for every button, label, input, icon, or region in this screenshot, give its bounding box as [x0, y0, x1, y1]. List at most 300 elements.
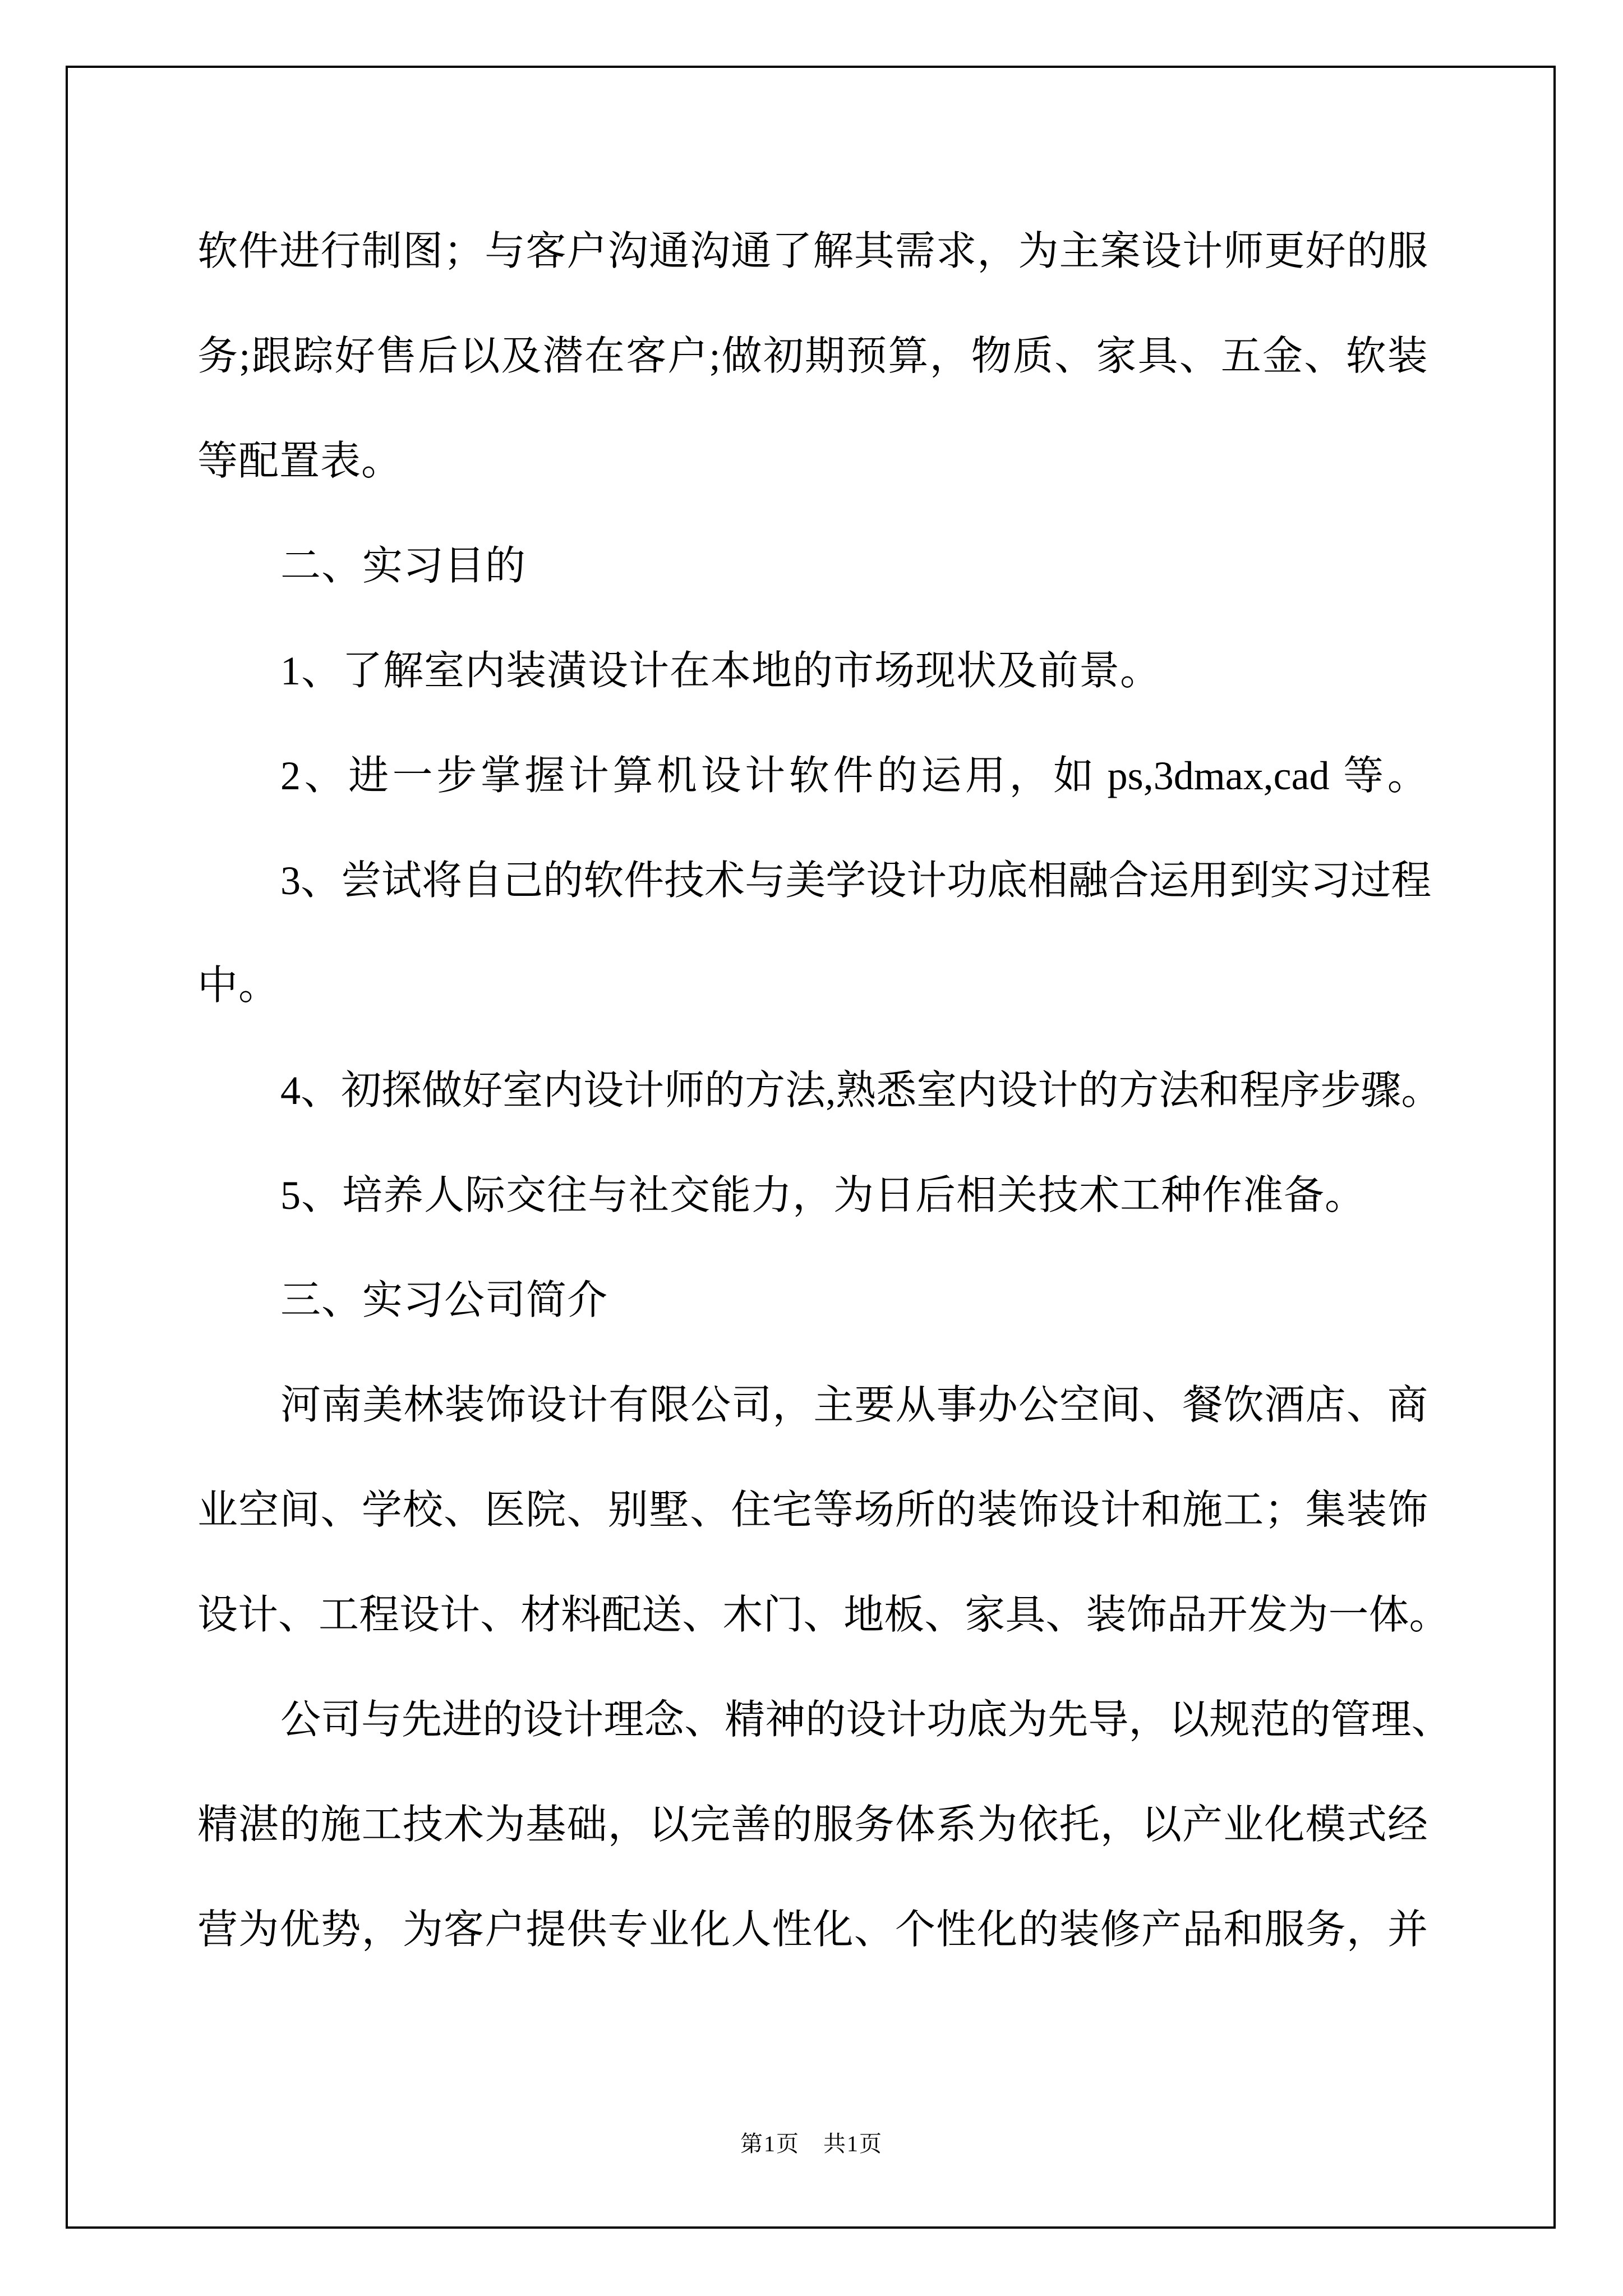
- text-unit: 、: [1346, 1382, 1387, 1428]
- text-unit: 一: [1328, 1592, 1369, 1637]
- text-unit: 自: [462, 858, 503, 903]
- text-unit: 后: [418, 333, 459, 379]
- text-unit: 配: [601, 1592, 642, 1637]
- text-unit: 、: [1045, 1592, 1086, 1637]
- text-unit: ，: [772, 1382, 813, 1428]
- text-unit: 跟: [251, 333, 292, 379]
- text-unit: 设: [1059, 1487, 1100, 1533]
- text-unit: 件: [238, 228, 279, 274]
- text-unit: 和: [1199, 1068, 1240, 1113]
- text-line: [197, 1667, 1452, 1772]
- text-unit: 有: [608, 1382, 649, 1428]
- text-line: [197, 1877, 1428, 1982]
- text-unit: 并: [1387, 1907, 1428, 1952]
- text-unit: 及: [501, 333, 542, 379]
- text-line: 1、了解室内装潢设计在本地的市场现状及前景。: [280, 648, 1161, 693]
- text-unit: 件: [624, 858, 665, 903]
- text-unit: 发: [1247, 1592, 1288, 1637]
- text-unit: 美: [362, 1382, 403, 1428]
- text-unit: 客: [626, 333, 667, 379]
- text-unit: 设: [197, 1592, 238, 1637]
- text-unit: 美: [785, 858, 826, 903]
- text-unit: 方: [745, 1068, 786, 1113]
- text-unit: 底: [987, 858, 1028, 903]
- text-unit: 内: [957, 1068, 998, 1113]
- text-unit: 一: [392, 753, 433, 798]
- text-unit: 装: [444, 1382, 485, 1428]
- text-unit: 、: [444, 1487, 485, 1533]
- text-unit: 地: [843, 1592, 884, 1637]
- text-unit: 掌: [480, 753, 521, 798]
- text-unit: 所: [895, 1487, 935, 1533]
- text-unit: 件: [833, 753, 874, 798]
- text-unit: ps,3dmax,cad: [1097, 753, 1340, 798]
- text-unit: 势: [320, 1907, 361, 1952]
- text-unit: 软: [789, 753, 829, 798]
- text-unit: ，: [1009, 753, 1050, 798]
- text-unit: 化: [977, 1907, 1018, 1952]
- text-unit: 物: [971, 333, 1012, 379]
- text-unit: 开: [1207, 1592, 1248, 1637]
- text-unit: 校: [402, 1487, 443, 1533]
- text-unit: ，: [1346, 1907, 1387, 1952]
- text-line: [197, 1038, 1442, 1143]
- text-unit: 、: [854, 1907, 895, 1952]
- text-unit: 金: [1262, 333, 1303, 379]
- text-unit: 了: [772, 228, 813, 274]
- text-unit: 、: [803, 1592, 844, 1637]
- text-unit: 间: [279, 1487, 320, 1533]
- text-unit: 、: [1141, 1382, 1182, 1428]
- text-unit: 2: [280, 753, 301, 798]
- text-unit: 程: [359, 1592, 400, 1637]
- text-unit: 初: [763, 333, 804, 379]
- text-unit: 计: [1182, 228, 1223, 274]
- text-unit: 为: [1018, 228, 1059, 274]
- text-unit: 踪: [293, 333, 334, 379]
- text-line: 等配置表。: [197, 438, 403, 484]
- text-unit: 空: [1059, 1382, 1100, 1428]
- text-unit: 、: [682, 1592, 723, 1637]
- text-unit: 户: [485, 1907, 525, 1952]
- text-unit: 住: [731, 1487, 772, 1533]
- text-unit: 质: [1012, 333, 1053, 379]
- text-unit: 骤: [1361, 1068, 1401, 1113]
- text-unit: 师: [1223, 228, 1264, 274]
- text-unit: 室: [916, 1068, 957, 1113]
- text-unit: 设: [866, 858, 907, 903]
- text-unit: 与: [361, 1697, 402, 1742]
- text-unit: 念: [644, 1697, 685, 1742]
- text-unit: 的: [936, 1487, 977, 1533]
- text-unit: 其: [854, 228, 895, 274]
- text-unit: 体: [895, 1802, 935, 1847]
- text-unit: 机: [657, 753, 698, 798]
- text-line: [197, 199, 1428, 303]
- text-unit: 进: [348, 753, 389, 798]
- text-unit: 饮: [1223, 1382, 1264, 1428]
- text-line: [197, 1352, 1428, 1457]
- text-unit: 算: [888, 333, 929, 379]
- text-unit: 计: [563, 1697, 604, 1742]
- text-unit: 计: [886, 1697, 927, 1742]
- text-unit: 要: [854, 1382, 895, 1428]
- text-unit: 潜: [542, 333, 583, 379]
- text-unit: 计: [1038, 1068, 1078, 1113]
- text-line: [197, 303, 1428, 408]
- text-unit: 、: [924, 1592, 965, 1637]
- text-unit: 精: [725, 1697, 766, 1742]
- text-unit: 营: [197, 1907, 238, 1952]
- text-unit: 案: [1100, 228, 1141, 274]
- text-unit: 服: [1387, 228, 1428, 274]
- text-unit: 等: [813, 1487, 854, 1533]
- text-unit: 法: [1159, 1068, 1200, 1113]
- text-unit: 内: [543, 1068, 584, 1113]
- text-unit: 家: [1096, 333, 1137, 379]
- text-unit: 与: [485, 228, 525, 274]
- text-unit: 技: [664, 858, 705, 903]
- text-unit: 的: [543, 858, 584, 903]
- text-unit: ，: [929, 333, 970, 379]
- text-unit: 、: [301, 858, 342, 903]
- text-unit: 供: [566, 1907, 607, 1952]
- text-unit: 、: [278, 1592, 319, 1637]
- text-unit: 为: [238, 1907, 279, 1952]
- text-unit: 优: [279, 1907, 320, 1952]
- text-unit: 善: [731, 1802, 772, 1847]
- text-unit: 装: [1086, 1592, 1127, 1637]
- text-unit: 板: [884, 1592, 925, 1637]
- text-unit: 河: [280, 1382, 321, 1428]
- text-unit: 事: [936, 1382, 977, 1428]
- text-unit: 设: [583, 1068, 624, 1113]
- text-unit: 计: [624, 1068, 665, 1113]
- text-unit: 将: [422, 858, 463, 903]
- text-unit: 以: [1141, 1802, 1182, 1847]
- text-unit: 相: [1027, 858, 1068, 903]
- text-unit: 品: [1182, 1907, 1223, 1952]
- text-unit: 、: [301, 1068, 342, 1113]
- text-line: [197, 1457, 1428, 1562]
- text-unit: 业: [648, 1907, 689, 1952]
- page-footer: 第1页 共1页: [740, 2131, 883, 2156]
- text-unit: 具: [1005, 1592, 1046, 1637]
- text-unit: 南: [321, 1382, 362, 1428]
- text-unit: 集: [1305, 1487, 1346, 1533]
- text-unit: 、: [320, 1487, 361, 1533]
- text-unit: 施: [1182, 1487, 1223, 1533]
- text-unit: 具: [1137, 333, 1178, 379]
- text-unit: 托: [1059, 1802, 1100, 1847]
- text-unit: 的: [279, 1802, 320, 1847]
- text-unit: 的: [805, 1697, 846, 1742]
- text-unit: 在: [584, 333, 625, 379]
- text-unit: 和: [1223, 1907, 1264, 1952]
- text-unit: 修: [1100, 1907, 1141, 1952]
- text-unit: 人: [731, 1907, 772, 1952]
- text-unit: 以: [1169, 1697, 1210, 1742]
- text-unit: 商: [1387, 1382, 1428, 1428]
- text-unit: 餐: [1182, 1382, 1223, 1428]
- text-unit: 化: [1264, 1802, 1305, 1847]
- text-unit: 从: [895, 1382, 936, 1428]
- text-unit: 主: [1059, 228, 1100, 274]
- text-unit: 进: [279, 228, 320, 274]
- text-unit: 更: [1264, 228, 1305, 274]
- text-unit: 服: [813, 1802, 854, 1847]
- text-unit: 好: [334, 333, 375, 379]
- text-unit: ,: [826, 1068, 836, 1113]
- text-unit: 务: [854, 1802, 895, 1847]
- text-unit: 预: [846, 333, 887, 379]
- text-unit: 场: [854, 1487, 895, 1533]
- text-unit: 室: [502, 1068, 543, 1113]
- text-unit: 工: [319, 1592, 359, 1637]
- text-unit: 、: [1304, 333, 1345, 379]
- text-unit: 与: [745, 858, 786, 903]
- text-unit: 做: [721, 333, 762, 379]
- text-unit: 、: [304, 753, 345, 798]
- text-unit: 料: [561, 1592, 602, 1637]
- text-unit: 实: [1270, 858, 1311, 903]
- text-unit: 化: [690, 1907, 731, 1952]
- text-unit: 计: [906, 858, 947, 903]
- text-unit: 业: [1223, 1802, 1264, 1847]
- text-unit: 。: [1387, 753, 1428, 798]
- text-unit: 。: [1409, 1592, 1450, 1637]
- text-unit: 装: [977, 1487, 1018, 1533]
- text-unit: 别: [607, 1487, 648, 1533]
- text-unit: 专: [607, 1907, 648, 1952]
- text-unit: 的: [1346, 228, 1387, 274]
- text-unit: 等: [1343, 753, 1384, 798]
- text-unit: 的: [482, 1697, 523, 1742]
- text-unit: 模: [1305, 1802, 1346, 1847]
- text-unit: 客: [525, 228, 566, 274]
- text-unit: 的: [1290, 1697, 1331, 1742]
- text-unit: 沟: [690, 228, 731, 274]
- text-unit: 熟: [836, 1068, 877, 1113]
- text-unit: 运: [1149, 858, 1189, 903]
- text-unit: 完: [690, 1802, 731, 1847]
- text-unit: 设: [1141, 228, 1182, 274]
- text-unit: 和: [1141, 1487, 1182, 1533]
- text-unit: 的: [704, 1068, 745, 1113]
- text-unit: 方: [1118, 1068, 1159, 1113]
- text-unit: 3: [280, 858, 301, 903]
- text-unit: ，: [1128, 1697, 1169, 1742]
- text-unit: 工: [361, 1802, 402, 1847]
- text-unit: 户: [566, 228, 607, 274]
- text-unit: 院: [525, 1487, 566, 1533]
- text-unit: 司: [321, 1697, 362, 1742]
- text-line: 5、培养人际交往与社交能力，为日后相关技术工种作准备。: [280, 1172, 1366, 1218]
- text-unit: 售: [376, 333, 417, 379]
- text-unit: 、: [480, 1592, 521, 1637]
- text-unit: 送: [642, 1592, 683, 1637]
- text-unit: 服: [1264, 1907, 1305, 1952]
- text-unit: 装: [1059, 1907, 1100, 1952]
- text-unit: 宅: [772, 1487, 813, 1533]
- text-unit: 为: [1288, 1592, 1329, 1637]
- text-unit: 理: [603, 1697, 644, 1742]
- text-unit: 期: [805, 333, 846, 379]
- text-unit: 用: [1189, 858, 1230, 903]
- text-unit: 软: [1345, 333, 1386, 379]
- text-line: [197, 1772, 1428, 1877]
- text-unit: 务: [1305, 1907, 1346, 1952]
- text-unit: 个: [895, 1907, 935, 1952]
- text-unit: 做: [422, 1068, 463, 1113]
- text-unit: ，: [977, 228, 1018, 274]
- text-unit: 五: [1220, 333, 1261, 379]
- text-unit: 先: [402, 1697, 442, 1742]
- text-unit: 、: [1179, 333, 1220, 379]
- text-unit: 提: [525, 1907, 566, 1952]
- text-line: 二、实习目的: [280, 543, 527, 588]
- text-unit: 计: [567, 1382, 608, 1428]
- text-unit: ；: [444, 228, 485, 274]
- text-unit: 探: [381, 1068, 422, 1113]
- text-unit: 计: [745, 753, 786, 798]
- text-unit: 先: [1048, 1697, 1089, 1742]
- text-unit: 办: [977, 1382, 1018, 1428]
- text-unit: 设: [399, 1592, 440, 1637]
- text-unit: 的: [1078, 1068, 1119, 1113]
- text-unit: 习: [1310, 858, 1351, 903]
- text-unit: 设: [846, 1697, 887, 1742]
- text-unit: 务: [197, 333, 238, 379]
- text-unit: 管: [1330, 1697, 1371, 1742]
- text-unit: 计: [568, 753, 609, 798]
- text-unit: 家: [965, 1592, 1006, 1637]
- text-unit: 性: [772, 1907, 813, 1952]
- text-unit: 、: [566, 1487, 607, 1533]
- text-unit: 序: [1280, 1068, 1321, 1113]
- text-unit: 规: [1209, 1697, 1250, 1742]
- text-unit: 求: [936, 228, 977, 274]
- text-unit: 法: [785, 1068, 826, 1113]
- text-unit: 学: [826, 858, 866, 903]
- text-unit: 产: [1141, 1907, 1182, 1952]
- text-unit: 算: [612, 753, 653, 798]
- text-unit: 品: [1166, 1592, 1207, 1637]
- text-unit: 理: [1371, 1697, 1412, 1742]
- text-unit: 的: [877, 753, 917, 798]
- text-unit: 间: [1100, 1382, 1141, 1428]
- text-unit: 好: [1305, 228, 1346, 274]
- text-unit: 过: [1350, 858, 1391, 903]
- text-unit: 进: [442, 1697, 483, 1742]
- text-unit: 计: [238, 1592, 279, 1637]
- text-unit: 4: [280, 1068, 301, 1113]
- text-unit: 解: [813, 228, 854, 274]
- text-unit: 公: [690, 1382, 731, 1428]
- text-unit: 步: [436, 753, 477, 798]
- text-unit: 设: [526, 1382, 567, 1428]
- text-unit: ;: [709, 333, 721, 379]
- text-unit: ，: [361, 1907, 402, 1952]
- text-unit: 式: [1346, 1802, 1387, 1847]
- text-unit: 好: [462, 1068, 503, 1113]
- text-unit: 为: [485, 1802, 525, 1847]
- text-line: 中。: [197, 963, 280, 1008]
- text-unit: 到: [1229, 858, 1270, 903]
- text-unit: 饰: [485, 1382, 526, 1428]
- text-unit: 产: [1182, 1802, 1223, 1847]
- text-unit: 公: [280, 1697, 321, 1742]
- text-unit: ，: [607, 1802, 648, 1847]
- text-unit: 软: [583, 858, 624, 903]
- text-unit: 功: [947, 858, 988, 903]
- text-unit: 初: [341, 1068, 382, 1113]
- text-line: [197, 723, 1428, 828]
- text-unit: 门: [763, 1592, 804, 1637]
- text-unit: 客: [444, 1907, 485, 1952]
- text-unit: ，: [1100, 1802, 1141, 1847]
- text-line: [197, 828, 1432, 933]
- text-line: 三、实习公司简介: [280, 1277, 608, 1323]
- text-unit: 、: [1054, 333, 1095, 379]
- text-unit: 设: [997, 1068, 1038, 1113]
- text-unit: 湛: [238, 1802, 279, 1847]
- text-unit: 户: [667, 333, 708, 379]
- document-lines: [197, 199, 1452, 1982]
- text-unit: 握: [524, 753, 565, 798]
- text-unit: 饰: [1018, 1487, 1059, 1533]
- text-unit: 饰: [1387, 1487, 1428, 1533]
- text-unit: 林: [403, 1382, 444, 1428]
- text-unit: 尝: [341, 858, 382, 903]
- text-unit: 司: [731, 1382, 772, 1428]
- text-unit: 、: [1411, 1697, 1452, 1742]
- text-unit: 系: [936, 1802, 977, 1847]
- text-unit: 墅: [648, 1487, 689, 1533]
- text-unit: 空: [238, 1487, 279, 1533]
- text-unit: ；: [1264, 1487, 1305, 1533]
- text-unit: 如: [1053, 753, 1094, 798]
- text-unit: 为: [977, 1802, 1018, 1847]
- text-unit: 体: [1368, 1592, 1409, 1637]
- text-unit: 沟: [607, 228, 648, 274]
- text-unit: 制: [361, 228, 402, 274]
- text-unit: 软: [197, 228, 238, 274]
- text-unit: 业: [197, 1487, 238, 1533]
- text-unit: 神: [765, 1697, 806, 1742]
- text-unit: 施: [320, 1802, 361, 1847]
- text-unit: 需: [895, 228, 935, 274]
- text-unit: 以: [648, 1802, 689, 1847]
- text-unit: 。: [1401, 1068, 1442, 1113]
- text-unit: 设: [700, 753, 741, 798]
- text-unit: 依: [1018, 1802, 1059, 1847]
- text-unit: 通: [731, 228, 772, 274]
- text-unit: 程: [1391, 858, 1432, 903]
- text-unit: 技: [402, 1802, 443, 1847]
- text-unit: 装: [1346, 1487, 1387, 1533]
- text-unit: 为: [402, 1907, 443, 1952]
- text-unit: 的: [772, 1802, 813, 1847]
- text-unit: 功: [926, 1697, 967, 1742]
- text-unit: 导: [1088, 1697, 1129, 1742]
- text-unit: 悉: [876, 1068, 917, 1113]
- text-unit: 合: [1108, 858, 1149, 903]
- text-unit: 用: [965, 753, 1006, 798]
- text-unit: 术: [704, 858, 745, 903]
- text-unit: 师: [664, 1068, 705, 1113]
- text-unit: 图: [402, 228, 443, 274]
